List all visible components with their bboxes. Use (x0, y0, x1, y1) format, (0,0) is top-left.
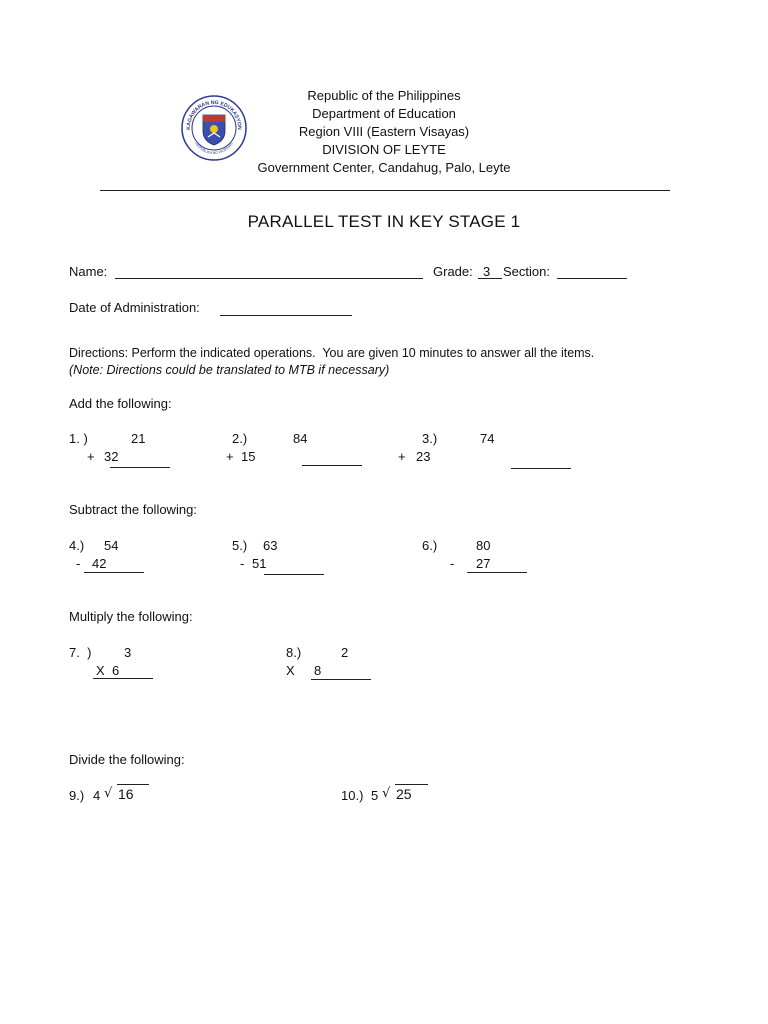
date-label: Date of Administration: (69, 300, 200, 315)
item-7-top: 3 (124, 645, 132, 660)
item-8-operator: X (286, 663, 295, 678)
item-10-vinculum (395, 784, 428, 785)
section-add-heading: Add the following: (69, 396, 172, 411)
item-3-operator: + (398, 449, 406, 464)
item-1-answer-line[interactable] (110, 467, 170, 468)
item-2-number: 2.) (232, 431, 248, 446)
item-6-top: 80 (476, 538, 491, 553)
item-7-number: 7. ) (69, 645, 92, 660)
item-7-bottom: 6 (112, 663, 120, 678)
item-4-answer-line[interactable] (84, 572, 144, 573)
item-7-operator: X (96, 663, 105, 678)
item-9-dividend: 16 (118, 786, 134, 802)
grade-label: Grade: (433, 264, 473, 279)
item-5-top: 63 (263, 538, 278, 553)
section-subtract-heading: Subtract the following: (69, 502, 197, 517)
header-republic: Republic of the Philippines (307, 88, 461, 103)
item-6-operator: - (450, 556, 455, 571)
svg-text:REPUBLIKA NG PILIPINAS: REPUBLIKA NG PILIPINAS (194, 141, 234, 156)
item-6-number: 6.) (422, 538, 438, 553)
item-4-number: 4.) (69, 538, 85, 553)
item-2-operator: + (226, 449, 234, 464)
item-10-dividend: 25 (396, 786, 412, 802)
item-1-number: 1. ) (69, 431, 88, 446)
item-5-number: 5.) (232, 538, 248, 553)
directions-text: Directions: Perform the indicated operations. You are given 10 minutes to answer all the items. (69, 346, 595, 360)
name-label: Name: (69, 264, 108, 279)
item-7-answer-line[interactable] (93, 678, 153, 679)
section-multiply-heading: Multiply the following: (69, 609, 193, 624)
item-2-answer-line[interactable] (302, 465, 362, 466)
item-8-answer-line[interactable] (311, 679, 371, 680)
item-4-operator: - (76, 556, 81, 571)
item-5-answer-line[interactable] (264, 574, 324, 575)
item-5-operator: - (240, 556, 245, 571)
svg-text:KAGAWARAN NG EDUKASYON: KAGAWARAN NG EDUKASYON (185, 99, 243, 130)
item-3-top: 74 (480, 431, 495, 446)
header-divider (100, 190, 670, 191)
item-1-top: 21 (131, 431, 146, 446)
section-divide-heading: Divide the following: (69, 752, 185, 767)
item-9-divisor: 4 (93, 788, 101, 803)
directions-note: (Note: Directions could be translated to MTB if necessary) (69, 363, 390, 377)
deped-seal-logo (181, 95, 247, 161)
section-field[interactable] (557, 278, 627, 279)
date-field[interactable] (220, 315, 352, 316)
item-10-divisor: 5 (371, 788, 379, 803)
item-1-bottom: 32 (104, 449, 119, 464)
item-2-bottom: 15 (241, 449, 256, 464)
item-3-number: 3.) (422, 431, 438, 446)
item-10-radical-sign: √ (382, 786, 391, 801)
item-9-vinculum (117, 784, 149, 785)
test-title: PARALLEL TEST IN KEY STAGE 1 (247, 212, 521, 231)
item-1-operator: + (87, 449, 95, 464)
item-9-number: 9.) (69, 788, 85, 803)
header-address: Government Center, Candahug, Palo, Leyte (257, 160, 511, 175)
item-6-bottom: 27 (476, 556, 491, 571)
item-4-top: 54 (104, 538, 119, 553)
item-6-answer-line[interactable] (467, 572, 527, 573)
header-region: Region VIII (Eastern Visayas) (298, 124, 470, 139)
grade-value: 3 (483, 264, 491, 279)
item-2-top: 84 (293, 431, 308, 446)
name-field[interactable] (115, 278, 423, 279)
item-8-bottom: 8 (314, 663, 322, 678)
section-label: Section: (503, 264, 550, 279)
item-8-top: 2 (341, 645, 349, 660)
header-department: Department of Education (312, 106, 456, 121)
item-3-answer-line[interactable] (511, 468, 571, 469)
item-9-radical-sign: √ (104, 786, 113, 801)
header-division: DIVISION OF LEYTE (322, 142, 446, 157)
item-8-number: 8.) (286, 645, 302, 660)
item-3-bottom: 23 (416, 449, 431, 464)
item-5-bottom: 51 (252, 556, 267, 571)
item-10-number: 10.) (341, 788, 364, 803)
item-4-bottom: 42 (92, 556, 107, 571)
